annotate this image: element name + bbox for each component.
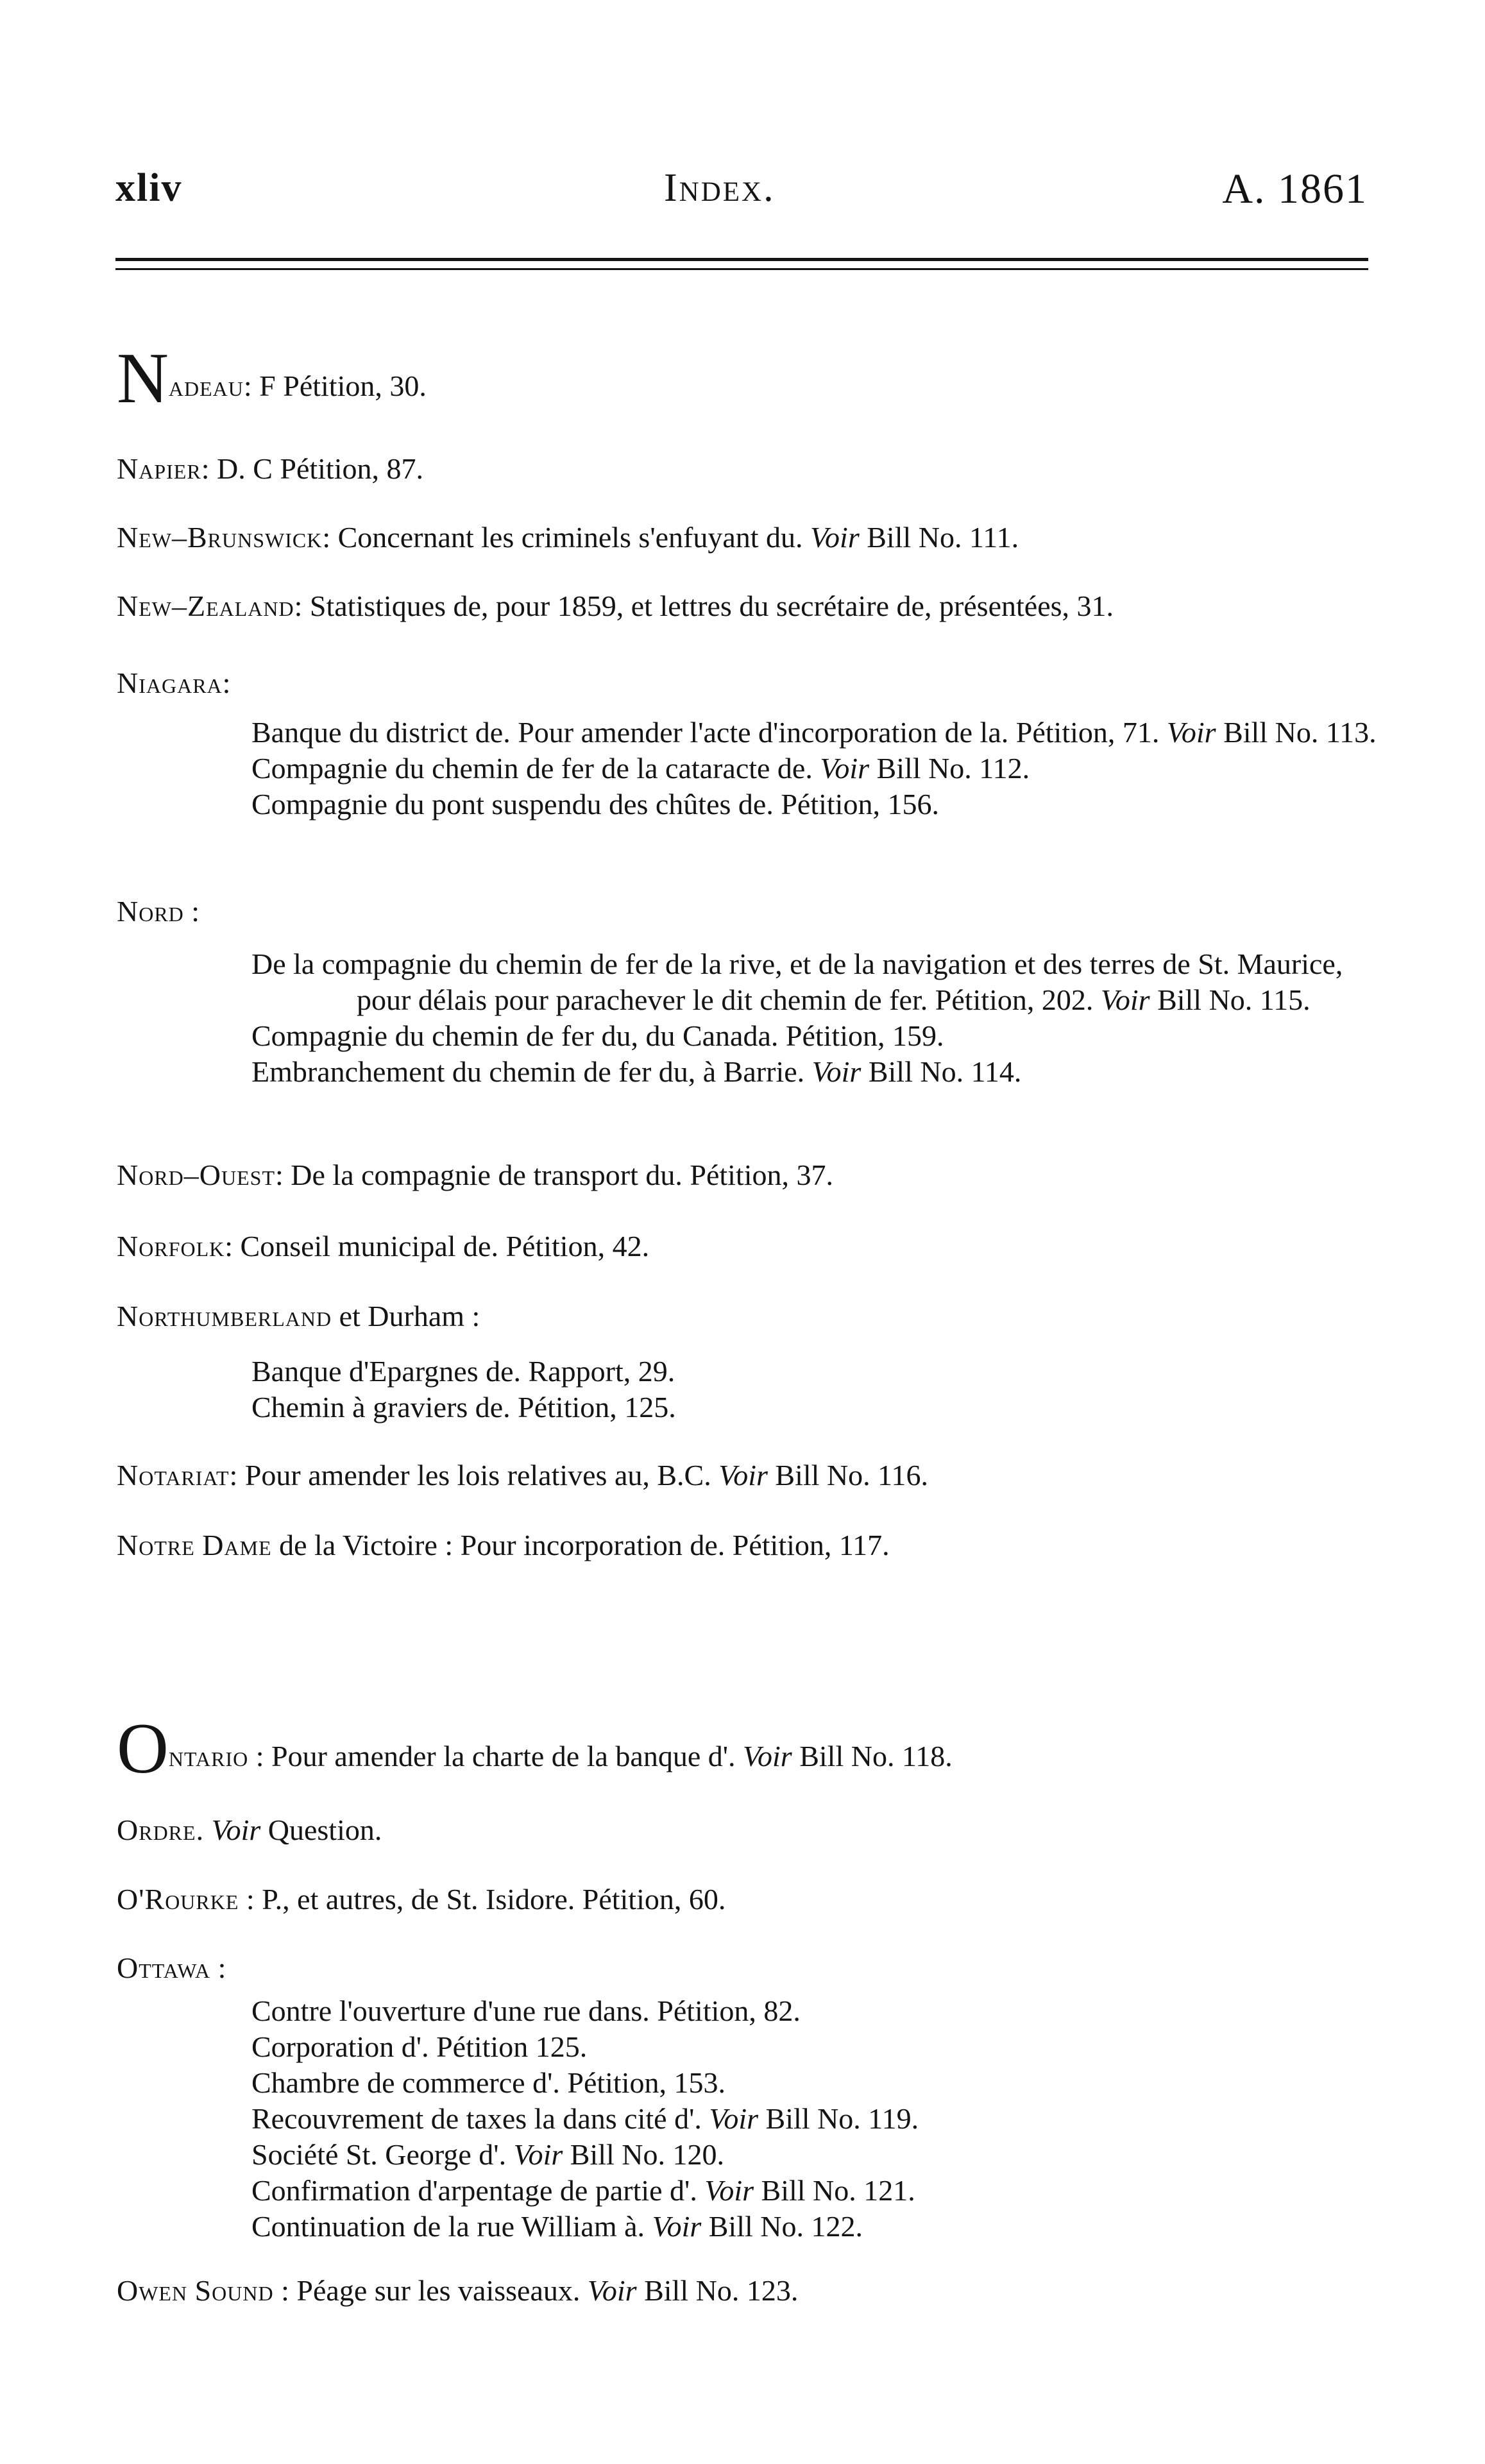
subentry: Société St. George d'. Voir Bill No. 120. xyxy=(251,2138,725,2171)
subentry: Contre l'ouverture d'une rue dans. Pétition, 82. xyxy=(251,1994,801,2027)
entry-ref: Bill No. 123. xyxy=(636,2274,799,2307)
entry-text: : xyxy=(222,667,231,699)
header-rule-bottom xyxy=(115,268,1368,270)
ottawa-subentries xyxy=(251,1993,1380,2245)
entry-text: : D. C Pétition, 87. xyxy=(201,452,423,485)
entry-ottawa xyxy=(117,1950,226,1985)
entry-ordre xyxy=(117,1812,382,1848)
voir-label: Voir xyxy=(718,1459,768,1491)
entry-name: Notariat xyxy=(117,1459,230,1491)
entry-text: et Durham : xyxy=(332,1300,480,1332)
subentry: Compagnie du pont suspendu des chûtes de. Pétition, 156. xyxy=(251,788,939,820)
subentry: Chambre de commerce d'. Pétition, 153. xyxy=(251,2066,726,2099)
entry-name: Nord–Ouest xyxy=(117,1159,276,1191)
entry-name-2: Dame xyxy=(202,1529,272,1561)
page-year: A. 1861 xyxy=(1222,166,1368,212)
entry-text: : Péage sur les vaisseaux. xyxy=(273,2274,588,2307)
northumberland-subentries xyxy=(251,1354,1380,1425)
entry-ref: Question. xyxy=(260,1814,382,1846)
subentry: Banque du district de. Pour amender l'acte d'incorporation de la. Pétition, 71. Voir Bill No. 113. xyxy=(251,716,1377,749)
voir-label: Voir xyxy=(587,2274,637,2307)
entry-name: Ordre. xyxy=(117,1814,205,1846)
entry-napier xyxy=(117,451,423,486)
entry-text: : xyxy=(191,895,200,928)
entry-norfolk xyxy=(117,1228,649,1264)
entry-text: : Pour amender les lois relatives au, B.C. xyxy=(229,1459,719,1491)
entry-nord xyxy=(117,894,199,929)
entry-name: Notre xyxy=(117,1529,195,1561)
entry-name: ntario xyxy=(168,1740,249,1772)
subentry: De la compagnie du chemin de fer de la rive, et de la navigation et des terres de St. Maurice, pour délais pour parachever le dit chemin de fer. Pétition, 202. Voir Bill No. 115. xyxy=(251,947,1343,1016)
entry-nord-ouest xyxy=(117,1157,833,1193)
subentry: Continuation de la rue William à. Voir Bill No. 122. xyxy=(251,2210,863,2243)
nord-subentries xyxy=(251,946,1380,1090)
entry-notre-dame xyxy=(117,1527,890,1563)
header-rule-top xyxy=(115,258,1368,261)
entry-niagara xyxy=(117,665,230,701)
voir-label: Voir xyxy=(810,521,860,554)
page-title: Index. xyxy=(664,166,776,210)
entry-notariat xyxy=(117,1457,928,1493)
subentry: Chemin à graviers de. Pétition, 125. xyxy=(251,1391,676,1423)
dropcap-n: N xyxy=(117,339,169,418)
niagara-subentries xyxy=(251,715,1380,822)
subentry: Embranchement du chemin de fer du, à Barrie. Voir Bill No. 114. xyxy=(251,1055,1022,1088)
dropcap-o: O xyxy=(117,1709,169,1789)
entry-nadeau xyxy=(117,339,427,418)
subentry: Banque d'Epargnes de. Rapport, 29. xyxy=(251,1355,675,1388)
entry-text: de la Victoire : Pour incorporation de. Pétition, 117. xyxy=(271,1529,890,1561)
subentry: Confirmation d'arpentage de partie d'. Voir Bill No. 121. xyxy=(251,2174,915,2207)
entry-name: Ottawa xyxy=(117,1951,211,1984)
entry-orourke xyxy=(117,1882,726,1917)
entry-text: : P., et autres, de St. Isidore. Pétition, 60. xyxy=(239,1883,726,1916)
entry-name: adeau xyxy=(168,370,244,402)
subentry: Corporation d'. Pétition 125. xyxy=(251,2030,588,2063)
entry-name: Northumberland xyxy=(117,1300,332,1332)
entry-name: New–Zealand xyxy=(117,590,294,622)
entry-name: Nord xyxy=(117,895,184,928)
entry-name: Owen xyxy=(117,2274,188,2307)
entry-owen-sound xyxy=(117,2273,798,2308)
entry-name: New–Brunswick xyxy=(117,521,323,554)
entry-text: : xyxy=(217,1951,226,1984)
entry-new-zealand xyxy=(117,588,1114,624)
entry-new-brunswick xyxy=(117,520,1019,555)
subentry: Recouvrement de taxes la dans cité d'. Voir Bill No. 119. xyxy=(251,2102,919,2135)
entry-name: Niagara xyxy=(117,667,223,699)
entry-text: : F Pétition, 30. xyxy=(243,370,427,402)
entry-ref: Bill No. 118. xyxy=(792,1740,953,1772)
entry-name: Napier xyxy=(117,452,201,485)
entry-text: : Statistiques de, pour 1859, et lettres du secrétaire de, présentées, 31. xyxy=(294,590,1114,622)
entry-text: : Conseil municipal de. Pétition, 42. xyxy=(225,1230,650,1262)
entry-text: : Pour amender la charte de la banque d'. xyxy=(248,1740,743,1772)
entry-ref: Bill No. 116. xyxy=(767,1459,928,1491)
voir-label: Voir xyxy=(211,1814,261,1846)
entry-text: : De la compagnie de transport du. Pétition, 37. xyxy=(275,1159,833,1191)
page-number: xliv xyxy=(115,166,183,210)
entry-northumberland xyxy=(117,1298,480,1334)
voir-label: Voir xyxy=(743,1740,792,1772)
entry-text: : Concernant les criminels s'enfuyant du. xyxy=(322,521,803,554)
entry-name-2: Sound xyxy=(194,2274,274,2307)
entry-name: Norfolk xyxy=(117,1230,225,1262)
entry-name: O'Rourke xyxy=(117,1883,239,1916)
entry-ontario xyxy=(117,1709,953,1789)
entry-ref: Bill No. 111. xyxy=(859,521,1019,554)
subentry: Compagnie du chemin de fer du, du Canada. Pétition, 159. xyxy=(251,1019,944,1052)
subentry: Compagnie du chemin de fer de la cataracte de. Voir Bill No. 112. xyxy=(251,752,1030,785)
